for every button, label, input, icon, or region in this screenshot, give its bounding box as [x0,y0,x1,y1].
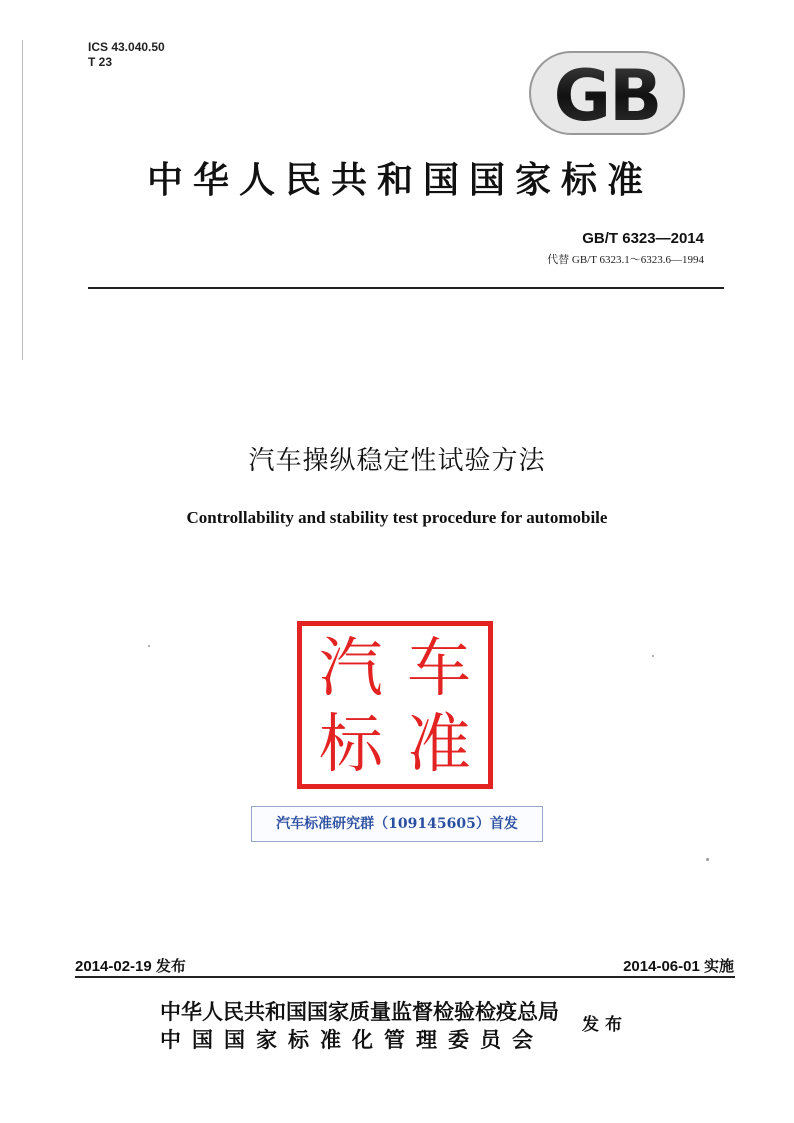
ics-code: ICS 43.040.50 [88,40,165,54]
scan-speck [652,655,654,657]
footer-divider [75,976,735,978]
stamp-char: 标 [319,708,383,782]
issue-date: 2014-02-19 发布 [75,958,186,975]
publish-label: 发布 [582,1015,628,1035]
issuer-aqsiq: 中华人民共和国国家质量监督检验检疫总局 [160,1000,559,1024]
red-seal-stamp [297,621,493,789]
gb-logo [528,50,686,136]
stamp-char: 车 [407,632,471,706]
group-release-note: 汽车标准研究群（109145605）首发 [251,806,543,842]
stamp-char: 汽 [319,632,383,706]
standard-number: GB/T 6323—2014 [582,230,704,247]
binding-line [22,40,23,360]
header-divider [88,287,724,289]
national-standard-title: 中华人民共和国国家标准 [146,160,653,201]
stamp-char: 准 [407,708,471,782]
svg-text:GB: GB [553,55,661,136]
standard-title-english: Controllability and stability test procedure for automobile [186,508,608,527]
category-code: T 23 [88,55,113,69]
replaces-standard: 代替 GB/T 6323.1～6323.6—1994 [547,254,704,266]
scan-speck [706,858,709,861]
issuer-sac: 中国国家标准化管理委员会 [160,1028,544,1052]
standard-title-chinese: 汽车操纵稳定性试验方法 [248,446,546,476]
implementation-date: 2014-06-01 实施 [623,958,734,975]
scan-speck [148,645,150,647]
